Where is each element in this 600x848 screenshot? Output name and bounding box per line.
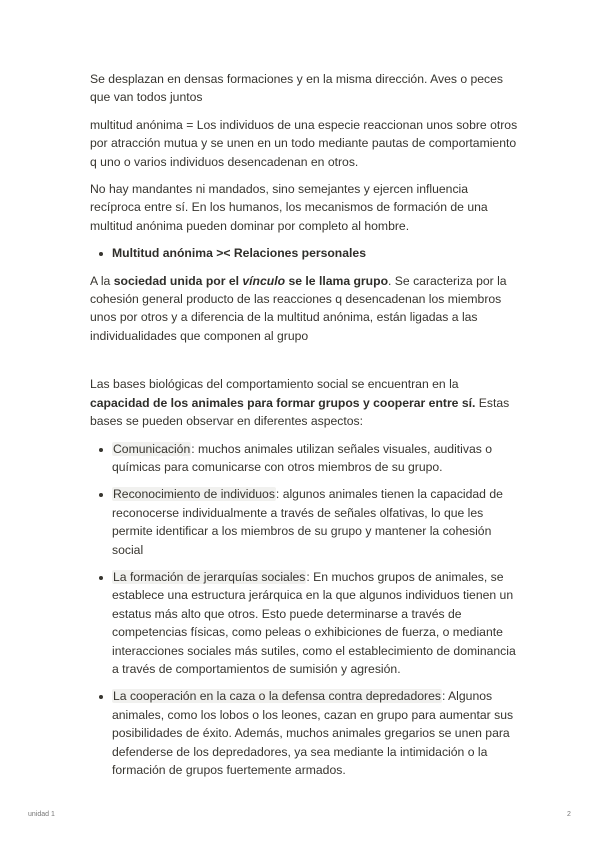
highlighted-term: Comunicación [113,441,191,456]
text-run: A la [90,273,114,288]
text-run: se le llama grupo [285,273,389,288]
paragraph-multitud-anonima: multitud anónima = Los individuos de una especie reaccionan unos sobre otros por atracción mutua y se unen en un todo mediante pautas de comportamiento q uno o varios individuos desencadenan en otros. [90,117,518,169]
list-item [90,244,520,262]
document-body [90,70,520,788]
item-text: : En muchos grupos de animales, se establece una estructura jerárquica en la que algunos individuos tienen un estatus más alto que otros. Esto puede determinarse a través de competencias físicas, como peleas o exhibiciones de fuerza, o mediante interacciones sociales más sutiles, como el establecimiento de dominancia a través de comportamientos de sumisión y agresión. [112,569,516,676]
paragraph-grupo [90,272,520,346]
list-item [90,568,520,678]
highlighted-term: La cooperación en la caza o la defensa contra depredadores [113,689,441,704]
item-text: : algunos animales tienen la capacidad de reconocerse individualmente a través de señales olfativas, lo que les permite identificar a los miembros de su grupo y mantener la cohesión social [112,487,503,557]
list-item [90,485,520,559]
paragraph-bases-biologicas [90,375,520,430]
list-item [90,687,520,779]
text-run: sociedad unida por el [113,273,243,288]
item-text: : Algunos animales, como los lobos o los leones, cazan en grupo para aumentar sus posibilidades de éxito. Además, muchos animales gregarios se unen para defenderse de los depredadores, ya sea mediante la intimidación o la formación de grupos fuertemente armados. [112,689,514,777]
bold-text: capacidad de los animales para formar grupos y cooperar entre sí. [90,395,476,410]
paragraph-desplazan: Se desplazan en densas formaciones y en la misma dirección. Aves o peces que van todos juntos [90,72,504,105]
empty-line [90,354,520,375]
bullet-bold-text: Multitud anónima >< Relaciones personales [112,246,366,261]
highlighted-term: Reconocimiento de individuos [113,487,275,502]
page-number: 2 [567,811,571,818]
text-run: . Se caracteriza por la cohesión general producto de las reacciones q desencadenan los miembros unos por otros y a diferencia de la multitud anónima, están ligadas a las individualidades que componen al grupo [90,273,507,343]
footer-unit-label: unidad 1 [28,811,55,818]
bold-text [114,274,388,288]
text-run: Las bases biológicas del comportamiento social se encuentran en la [90,377,459,392]
aspects-list [90,440,520,780]
highlighted-term: La formación de jerarquías sociales [113,569,306,584]
paragraph-mandantes: No hay mandantes ni mandados, sino semejantes y ejercen influencia recíproca entre sí. En los humanos, los mecanismos de formación de una multitud anónima pueden dominar por completo al hombre. [90,182,488,233]
bullet-list-relaciones [90,244,520,262]
item-text: : muchos animales utilizan señales visuales, auditivas o químicas para comunicarse con otros miembros de su grupo. [112,441,493,474]
italic-text: vínculo [242,273,286,288]
list-item [90,440,520,477]
text-run: Estas bases se pueden observar en diferentes aspectos: [90,395,510,429]
